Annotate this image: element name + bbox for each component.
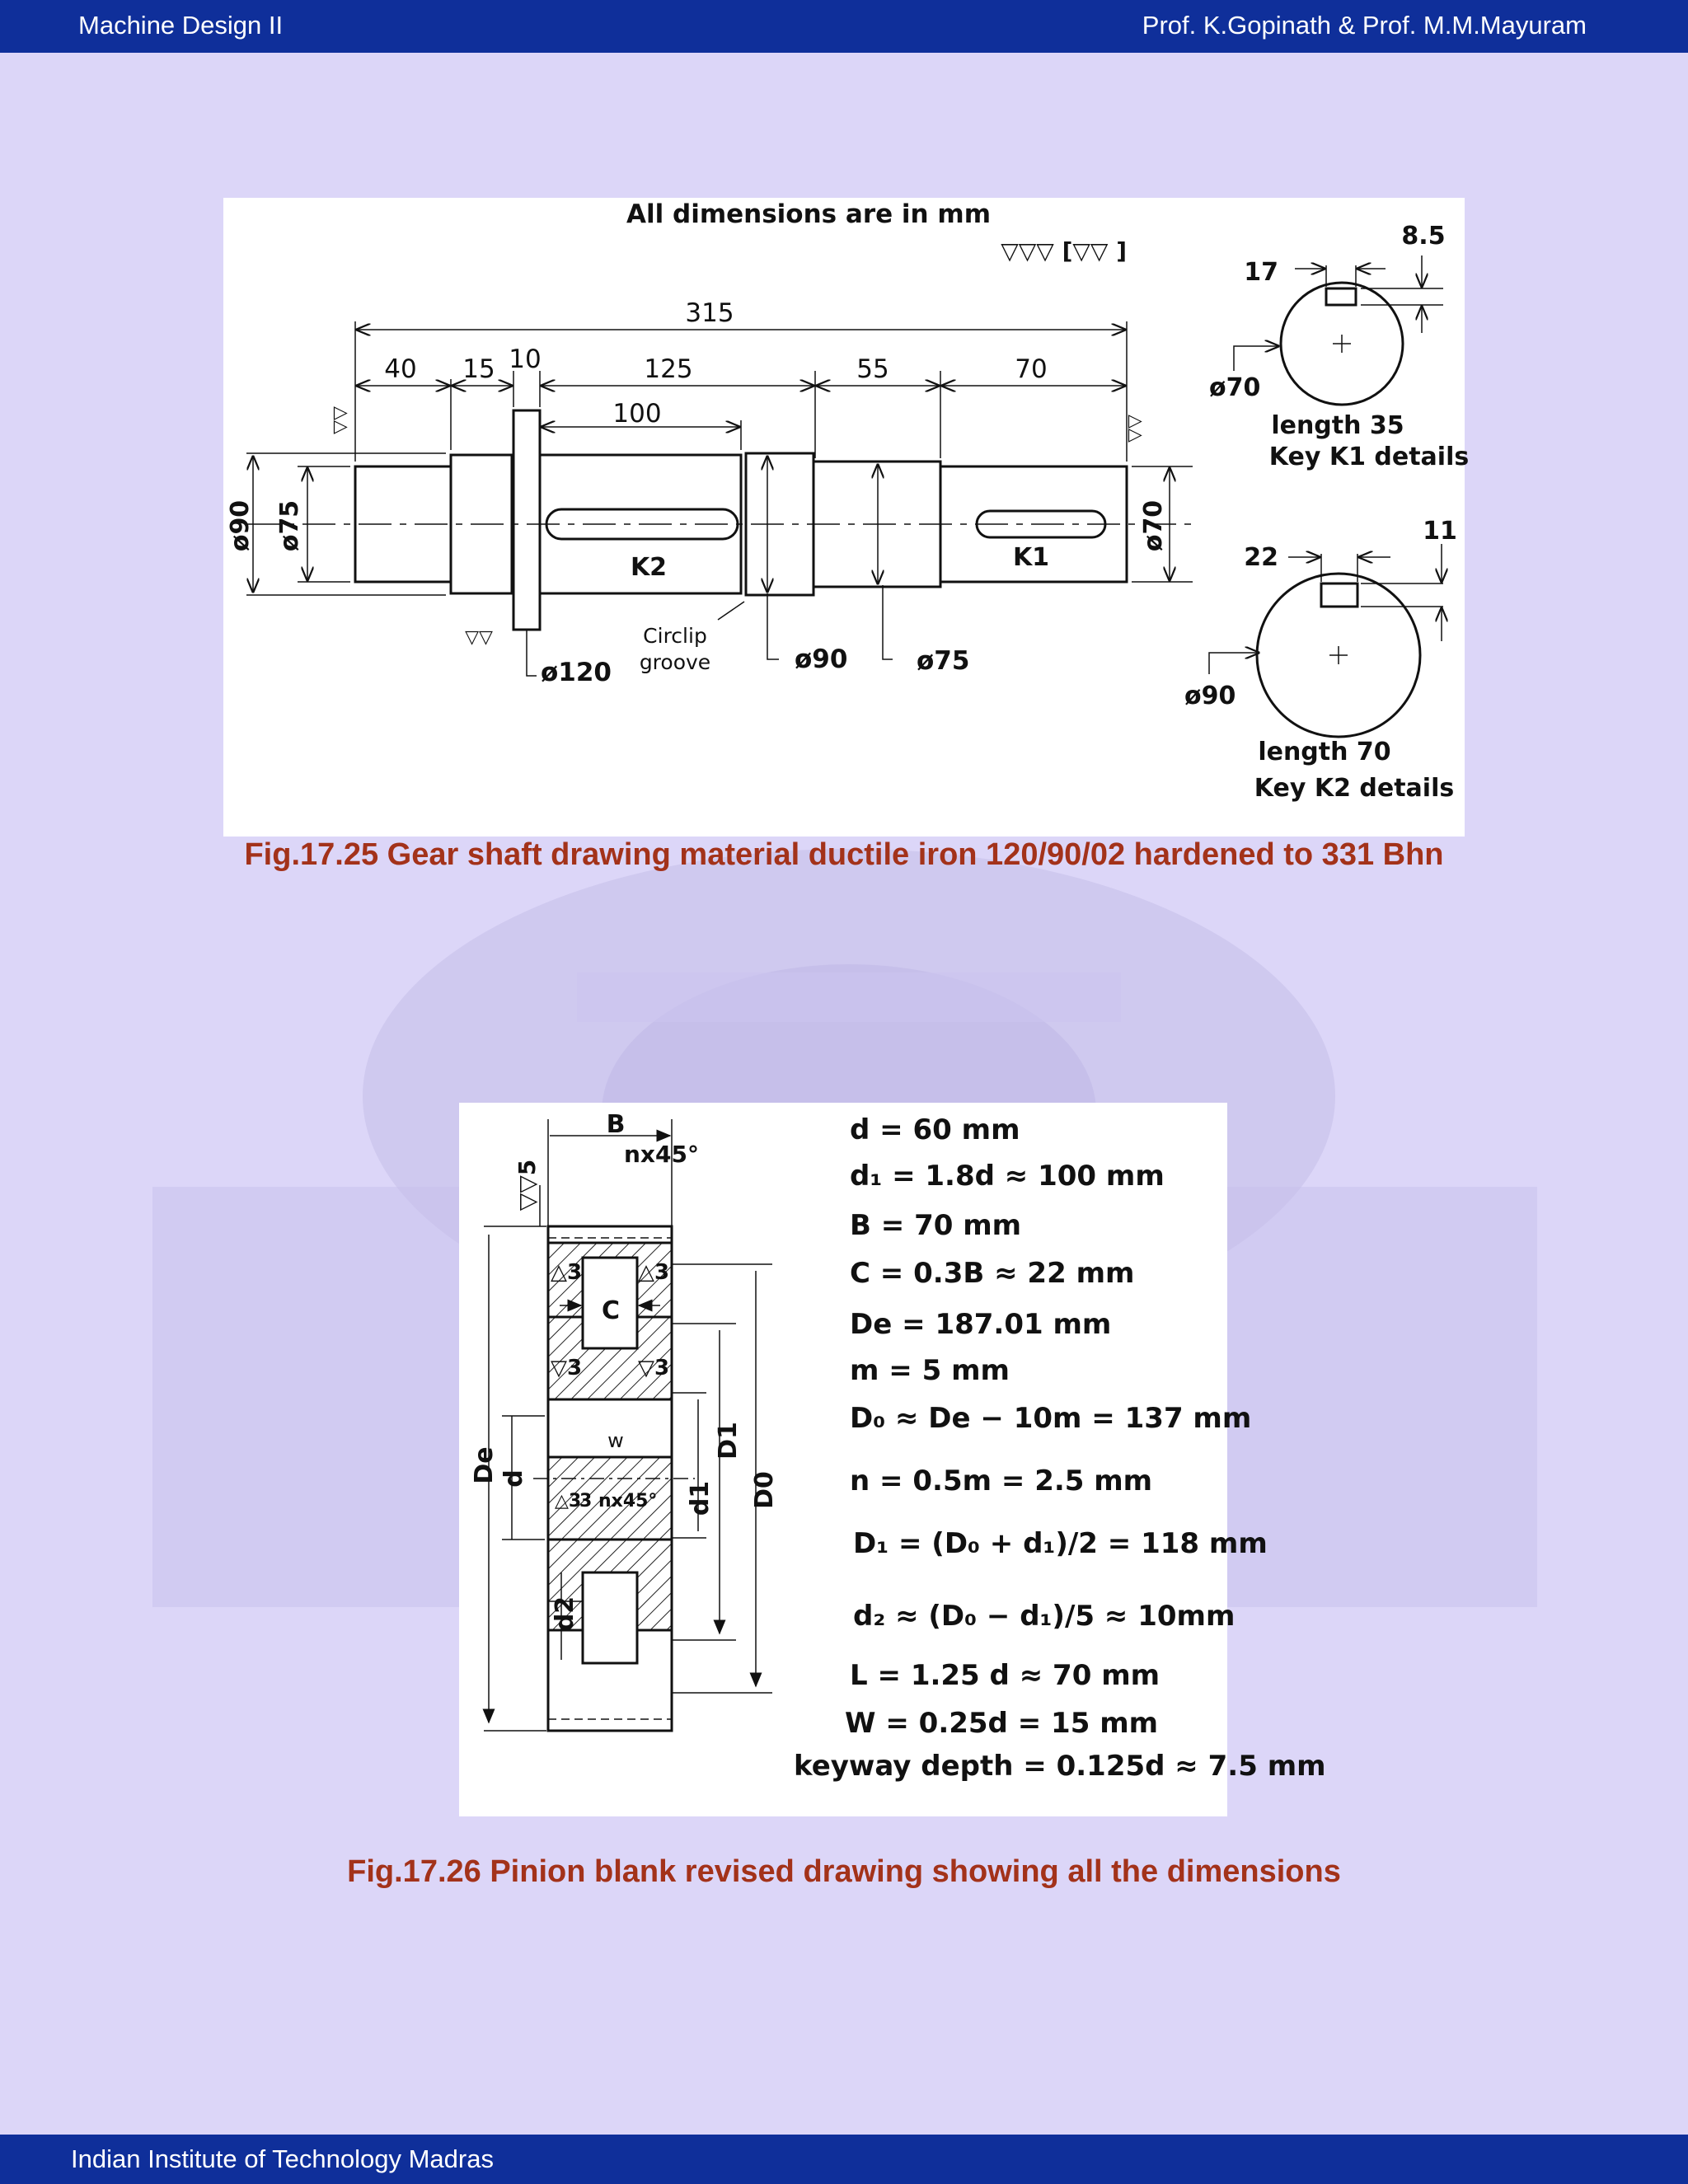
dim-d: d [499,1469,528,1488]
surface-finish-note: ▽▽▽ [▽▽ ] [1001,237,1127,265]
pinion-blank-drawing [459,1103,1326,1816]
dim-D0: D0 [750,1471,779,1509]
dim-phi90-left: ø90 [226,499,255,552]
finish-mark-left: ▽▽ [330,406,350,434]
finish-d: ▽3 [637,1356,670,1380]
key-k1-label: K1 [1012,543,1050,572]
eq-De: De = 187.01 mm [850,1308,1112,1341]
eq-m: m = 5 mm [850,1354,1010,1387]
k1-shaft-dia: ø70 [1209,373,1261,402]
finish-c: ▽3 [550,1356,583,1380]
dim-phi70-right: ø70 [1139,499,1168,552]
k2-shaft-dia: ø90 [1184,682,1236,710]
k1-length: length 35 [1271,411,1404,440]
dim-overall: 315 [685,298,734,328]
dim-phi75-bottom: ø75 [917,646,970,676]
dim-100: 100 [612,399,662,429]
eq-d2: d₂ ≈ (D₀ − d₁)/5 ≈ 10mm [853,1600,1236,1633]
finish-mark-right: ▽▽ [1124,415,1145,443]
eq-W: W = 0.25d = 15 mm [845,1707,1159,1740]
eq-keyway: keyway depth = 0.125d ≈ 7.5 mm [794,1750,1326,1783]
shaft-drawing-svg [223,198,1470,837]
eq-D0: D₀ ≈ De − 10m = 137 mm [850,1402,1252,1435]
dim-B: B [606,1110,626,1139]
dim-15: 15 [462,354,495,384]
eq-D1: D₁ = (D₀ + d₁)/2 = 118 mm [853,1527,1268,1560]
eq-L: L = 1.25 d ≈ 70 mm [850,1659,1160,1692]
k2-depth: 11 [1423,517,1457,546]
dim-w: w [607,1429,624,1452]
k2-width: 22 [1244,543,1278,572]
dim-phi90-bottom: ø90 [795,644,848,674]
dim-d1: d1 [686,1480,715,1516]
finish-a: △3 [550,1260,583,1285]
dim-C: C [601,1296,621,1325]
course-title: Machine Design II [78,11,284,40]
k1-width: 17 [1244,258,1278,287]
eq-d: d = 60 mm [850,1113,1020,1146]
authors: Prof. K.Gopinath & Prof. M.M.Mayuram [1142,11,1587,40]
chamfer2-label: 3 nx45° [579,1491,658,1511]
dim-D1: D1 [714,1422,743,1460]
dim-70: 70 [1015,354,1048,384]
chamfer-label: nx45° [624,1141,699,1168]
dim-125: 125 [644,354,693,384]
dim-De: De [470,1446,499,1484]
page-footer [0,2135,1688,2184]
finish-mark-bottom: ▽▽ [465,627,493,648]
institute-name: Indian Institute of Technology Madras [71,2144,494,2173]
dim-phi75-left: ø75 [275,499,304,552]
eq-C: C = 0.3B ≈ 22 mm [850,1257,1135,1290]
finish-e: △3 [555,1491,582,1511]
figure2-caption: Fig.17.26 Pinion blank revised drawing showing all the dimensions [347,1854,1341,1889]
dim-10: 10 [509,344,542,374]
k1-depth: 8.5 [1401,222,1446,251]
eq-B: B = 70 mm [850,1209,1022,1242]
circlip-label-1: Circlip [643,624,707,648]
eq-n: n = 0.5m = 2.5 mm [850,1465,1153,1497]
circlip-label-2: groove [639,650,711,674]
finish-b: △3 [637,1260,670,1285]
pinion-drawing-svg [459,1103,1326,1816]
units-note: All dimensions are in mm [626,199,992,229]
k2-title: Key K2 details [1254,774,1455,803]
eq-d1: d₁ = 1.8d ≈ 100 mm [850,1160,1165,1193]
dim-55: 55 [856,354,889,384]
page-header [0,0,1688,53]
figure1-caption: Fig.17.25 Gear shaft drawing material ductile iron 120/90/02 hardened to 331 Bhn [244,837,1444,872]
key-k2-label: K2 [630,553,668,582]
gear-shaft-drawing [223,198,1470,837]
finish-label: ▽▽5 [513,1159,541,1212]
k1-title: Key K1 details [1268,443,1470,471]
k2-length: length 70 [1258,738,1391,766]
dim-40: 40 [384,354,417,384]
dim-d2: d2 [551,1596,579,1632]
dim-phi120: ø120 [541,658,612,687]
